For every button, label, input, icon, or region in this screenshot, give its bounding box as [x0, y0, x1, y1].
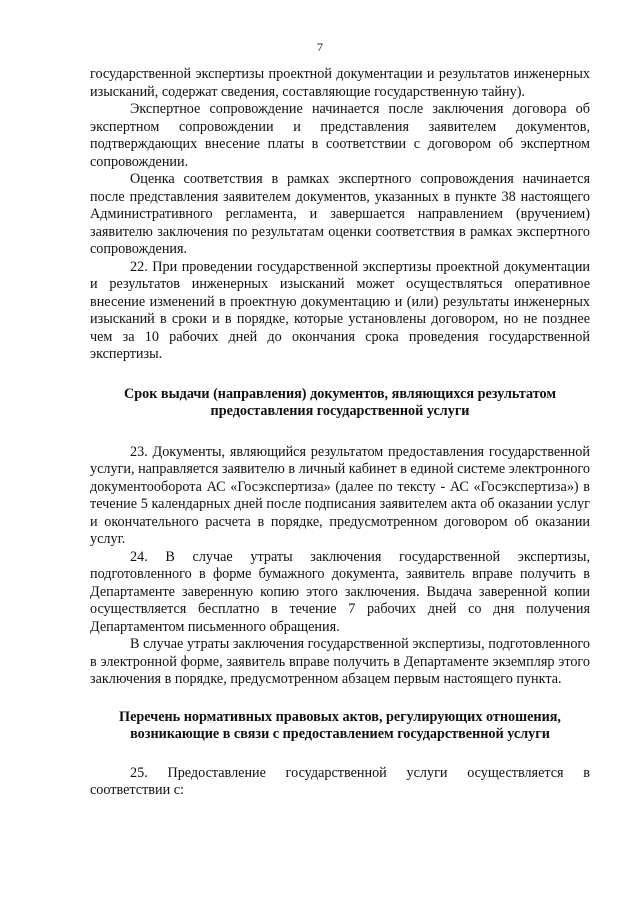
paragraph-25: 25. Предоставление государственной услуги осуществляется в соответствии с: [90, 764, 590, 798]
paragraph-continuation: государственной экспертизы проектной документации и результатов инженерных изысканий, содержат сведения, составляющие государственную тайну). [90, 66, 590, 100]
paragraph-24-electronic: В случае утраты заключения государственной экспертизы, подготовленного в электронной форме, заявитель вправе получить в Департаменте экземпляр этого заключения в порядке, предусмотренном абзацем первым настоящего пункта. [90, 636, 590, 687]
page-number: 7 [317, 40, 323, 54]
section-heading-regulations: Перечень нормативных правовых актов, регулирующих отношения, возникающие в связи с предоставлением государственной услуги [119, 708, 561, 742]
document-body [90, 66, 590, 800]
paragraph-24: 24. В случае утраты заключения государственной экспертизы, подготовленного в форме бумажного документа, заявитель вправе получить в Департаменте заверенную копию этого заключения. Выдача заверенной копии осуществляется бесплатно в течение 7 рабочих дней со дня получения Департаментом письменного обращения. [90, 548, 590, 635]
section-heading-deadline: Срок выдачи (направления) документов, являющихся результатом предоставления государственной услуги [123, 385, 557, 419]
paragraph-compliance-assessment: Оценка соответствия в рамках экспертного сопровождения начинается после представления заявителем документов, указанных в пункте 38 настоящего Административного регламента, и завершается направлением (вручением) заявителю заключения по результатам оценки соответствия в рамках экспертного сопровождения. [90, 171, 590, 257]
paragraph-expert-support: Экспертное сопровождение начинается после заключения договора об экспертном сопровождении и представления заявителем документов, подтверждающих внесение платы в соответствии с договором об экспертном сопровождении. [90, 101, 590, 170]
paragraph-23: 23. Документы, являющийся результатом предоставления государственной услуги, направляется заявителю в личный кабинет в единой системе электронного документооборота АС «Госэкспертиза» (далее по тексту - АС «Госэкспертиза») в течение 5 календарных дней после подписания заявителем акта об оказании услуг и окончательного расчета в порядке, предусмотренном договором об оказании услуг. [90, 443, 590, 547]
paragraph-22: 22. При проведении государственной экспертизы проектной документации и результатов инженерных изысканий может осуществляться оперативное внесение изменений в проектную документацию и (или) результаты инженерных изысканий в сроки и в порядке, которые установлены договором, но не позднее чем за 10 рабочих дней до окончания срока проведения государственной экспертизы. [90, 258, 590, 362]
